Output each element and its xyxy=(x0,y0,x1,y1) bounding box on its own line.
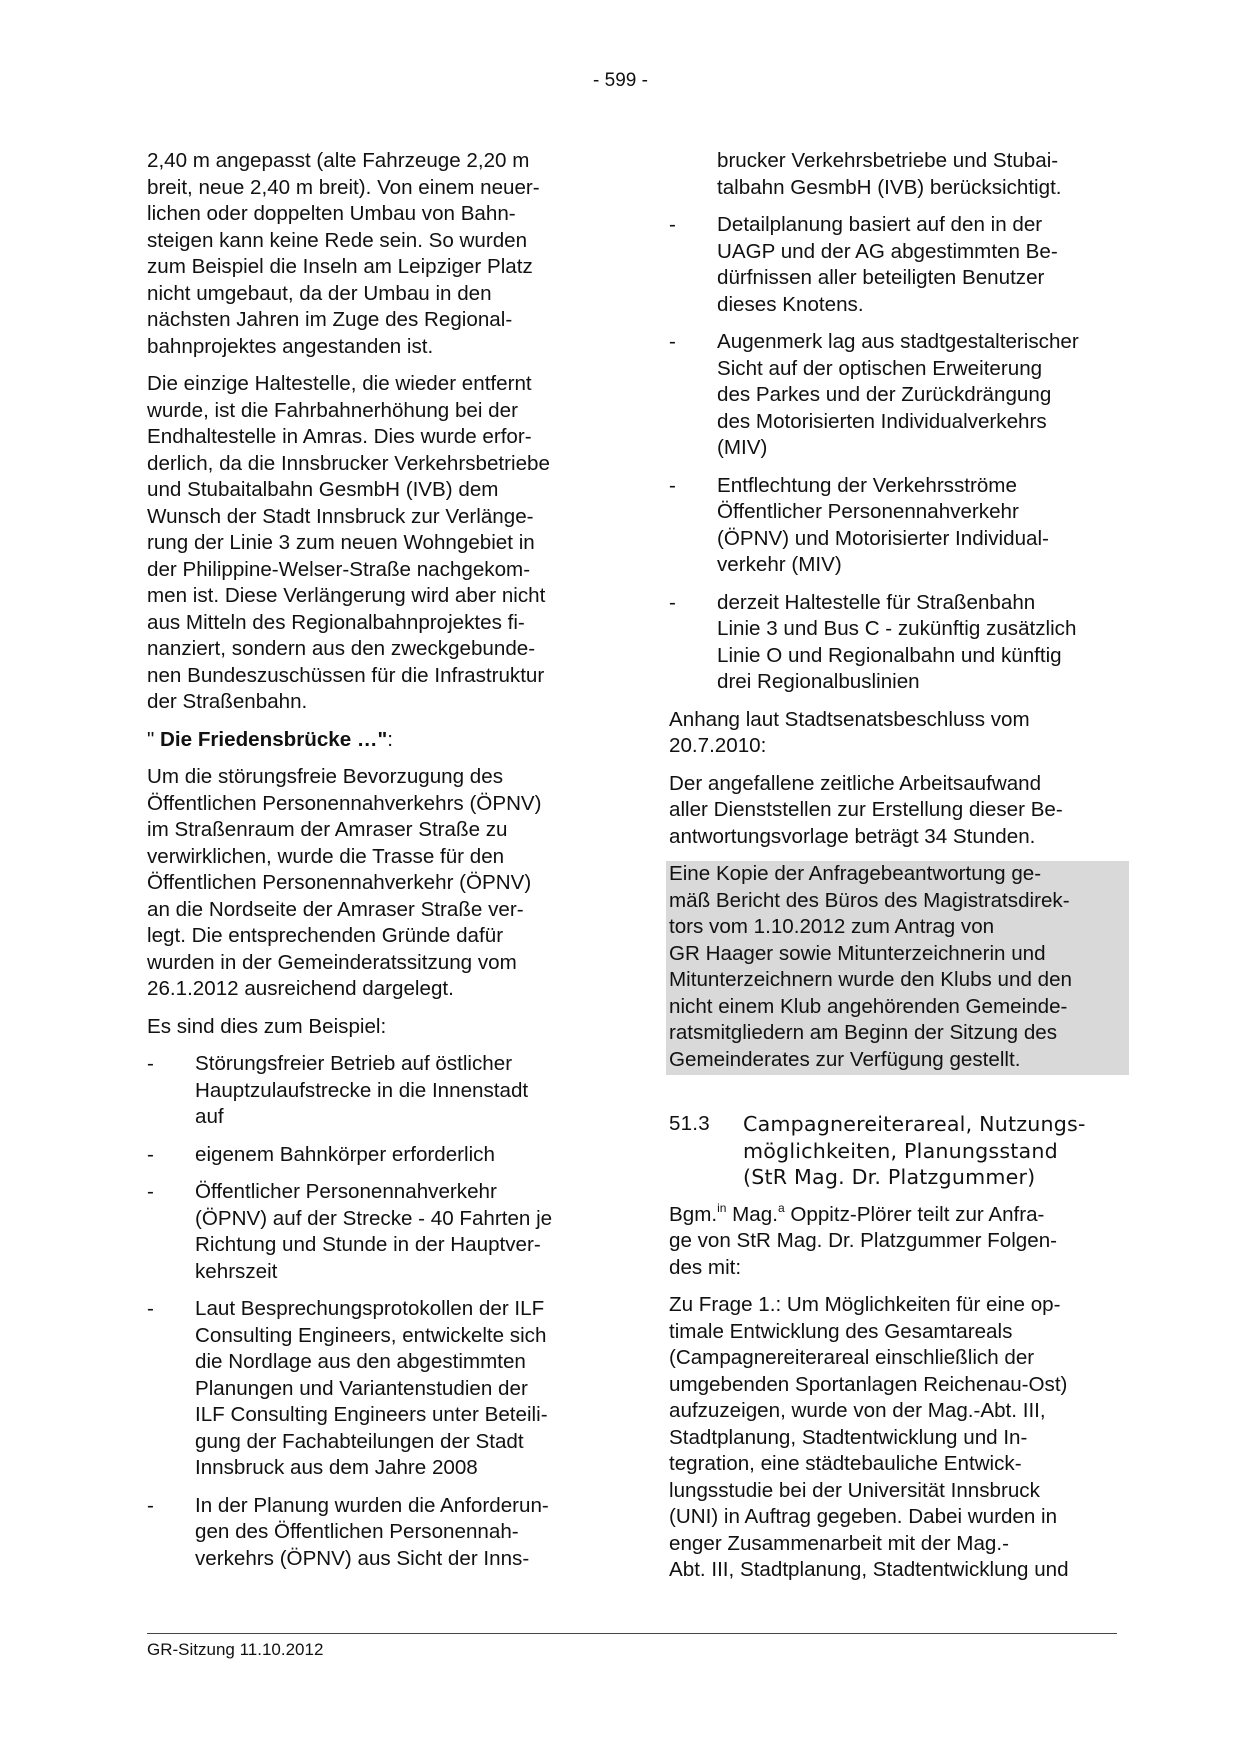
paragraph: Es sind dies zum Beispiel: xyxy=(147,1014,387,1038)
list-item xyxy=(147,1493,602,1573)
text-line: Um die störungsfreie Bevorzugung des xyxy=(147,765,504,788)
text-line: des Parkes und der Zurückdrängung xyxy=(717,383,1052,406)
text-line: men ist. Diese Verlängerung wird aber nicht xyxy=(147,584,546,607)
section-quote-title xyxy=(147,727,602,754)
text-line: aufzuzeigen, wurde von der Mag.-Abt. III, xyxy=(669,1399,1046,1422)
paragraph xyxy=(669,1292,1129,1584)
quote-close: : xyxy=(387,727,393,751)
list-item-text xyxy=(717,148,1129,201)
text-line: antwortungsvorlage beträgt 34 Stunden. xyxy=(669,824,1036,848)
text-line: legt. Die entsprechenden Gründe dafür xyxy=(147,924,504,947)
list-item-text xyxy=(195,1493,602,1573)
text-line: Linie O und Regionalbahn und künftig xyxy=(717,643,1062,667)
text-line: kehrszeit xyxy=(195,1259,278,1283)
text-line: ILF Consulting Engineers unter Beteili- xyxy=(195,1403,548,1426)
list-item-text xyxy=(717,212,1129,318)
dash-list xyxy=(147,1051,602,1572)
superscript: in xyxy=(717,1200,727,1215)
list-item-text xyxy=(195,1296,602,1482)
text-line: des mit: xyxy=(669,1255,742,1279)
text-line: dieses Knotens. xyxy=(717,292,864,316)
text-line: nen Bundeszuschüssen für die Infrastruktur xyxy=(147,663,545,687)
text-line: Wunsch der Stadt Innsbruck zur Verlänge- xyxy=(147,504,534,528)
text-line: Zu Frage 1.: Um Möglichkeiten für eine op- xyxy=(669,1293,1061,1316)
text-line: Sicht auf der optischen Erweiterung xyxy=(717,356,1043,380)
text-line: UAGP und der AG abgestimmten Be- xyxy=(717,239,1058,263)
text-line: Mitunterzeichnern wurde den Klubs und den xyxy=(669,968,1072,991)
text-line: Consulting Engineers, entwickelte sich xyxy=(195,1323,547,1347)
paragraph xyxy=(147,371,602,716)
text-line: eigenem Bahnkörper erforderlich xyxy=(195,1142,495,1166)
dash-list xyxy=(669,212,1129,696)
left-column xyxy=(147,148,602,1583)
text-line: die Nordlage aus den abgestimmten xyxy=(195,1350,526,1373)
mag-text: Mag. xyxy=(726,1202,778,1226)
text-line: (StR Mag. Dr. Platzgummer) xyxy=(743,1165,1036,1189)
list-item-text xyxy=(195,1142,602,1169)
list-item xyxy=(669,212,1129,318)
text-line: enger Zusammenarbeit mit der Mag.- xyxy=(669,1531,1009,1555)
page-number: - 599 - xyxy=(593,70,648,91)
paragraph xyxy=(669,707,1129,760)
list-dash: - xyxy=(669,330,676,353)
text-line: 20.7.2010: xyxy=(669,734,767,757)
list-item xyxy=(669,590,1129,696)
right-column xyxy=(669,148,1129,1595)
footer-divider xyxy=(147,1633,1117,1634)
text-line: Gemeinderates zur Verfügung gestellt. xyxy=(669,1047,1021,1071)
text-line: talbahn GesmbH (IVB) berücksichtigt. xyxy=(717,175,1062,199)
text-line: nicht einem Klub angehörenden Gemeinde- xyxy=(669,994,1068,1018)
text-line: verkehr (MIV) xyxy=(717,553,842,576)
text-line: steigen kann keine Rede sein. So wurden xyxy=(147,228,528,252)
list-item xyxy=(669,473,1129,579)
quote-title-bold: Die Friedensbrücke …" xyxy=(160,727,388,751)
text-line: aus Mitteln des Regionalbahnprojektes fi- xyxy=(147,610,525,634)
list-item-text xyxy=(195,1179,602,1285)
text-line: aller Dienststellen zur Erstellung dieser Be- xyxy=(669,798,1063,821)
text-line: ratsmitgliedern am Beginn der Sitzung des xyxy=(669,1021,1058,1044)
text-line: derlich, da die Innsbrucker Verkehrsbetriebe xyxy=(147,451,550,475)
text-line: Störungsfreier Betrieb auf östlicher xyxy=(195,1052,513,1075)
text-line: nächsten Jahren im Zuge des Regional- xyxy=(147,308,513,331)
text-line: der Philippine-Welser-Straße nachgekom- xyxy=(147,557,531,581)
text-line: Öffentlichen Personennahverkehr (ÖPNV) xyxy=(147,871,532,894)
text-line: nicht umgebaut, da der Umbau in den xyxy=(147,281,492,305)
text-line: verkehrs (ÖPNV) aus Sicht der Inns- xyxy=(195,1546,530,1570)
text-line: (Campagnereiterareal einschließlich der xyxy=(669,1346,1035,1369)
text-line: lichen oder doppelten Umbau von Bahn- xyxy=(147,202,516,225)
superscript: a xyxy=(777,1200,785,1215)
text-line: (ÖPNV) auf der Strecke - 40 Fahrten je xyxy=(195,1206,553,1230)
text-line: In der Planung wurden die Anforderun- xyxy=(195,1493,549,1517)
text-line: Eine Kopie der Anfragebeantwortung ge- xyxy=(669,862,1042,885)
section-number: 51.3 xyxy=(669,1112,710,1135)
text-line: rung der Linie 3 zum neuen Wohngebiet in xyxy=(147,531,535,554)
text-line: Campagnereiterareal, Nutzungs- xyxy=(743,1112,1086,1136)
text-line: 2,40 m angepasst (alte Fahrzeuge 2,20 m xyxy=(147,149,530,172)
text-line: im Straßenraum der Amraser Straße zu xyxy=(147,818,508,841)
list-item-continued xyxy=(669,148,1129,201)
list-dash: - xyxy=(147,1493,154,1517)
text-line: Der angefallene zeitliche Arbeitsaufwand xyxy=(669,771,1042,795)
text-line: Abt. III, Stadtplanung, Stadtentwicklung und xyxy=(669,1558,1069,1581)
paragraph xyxy=(669,771,1129,851)
list-item-text xyxy=(717,590,1129,696)
text-line: Hauptzulaufstrecke in die Innenstadt xyxy=(195,1078,529,1102)
list-item xyxy=(147,1179,602,1285)
text-line: Öffentlicher Personennahverkehr xyxy=(195,1180,497,1203)
text-line: ge von StR Mag. Dr. Platzgummer Folgen- xyxy=(669,1229,1058,1252)
text-line: Richtung und Stunde in der Hauptver- xyxy=(195,1233,541,1256)
text-line: Laut Besprechungsprotokollen der ILF xyxy=(195,1297,545,1320)
paragraph xyxy=(147,764,602,1003)
text-line: derzeit Haltestelle für Straßenbahn xyxy=(717,590,1036,614)
list-item xyxy=(147,1142,602,1169)
text-line: brucker Verkehrsbetriebe und Stubai- xyxy=(717,149,1059,172)
list-item xyxy=(147,1051,602,1131)
list-dash: - xyxy=(669,590,676,614)
text-line: Öffentlichen Personennahverkehrs (ÖPNV) xyxy=(147,791,542,815)
text-line: timale Entwicklung des Gesamtareals xyxy=(669,1319,1013,1343)
text-line: Augenmerk lag aus stadtgestalterischer xyxy=(717,330,1079,353)
list-item xyxy=(147,1296,602,1482)
text-line: GR Haager sowie Mitunterzeichnerin und xyxy=(669,941,1046,965)
text-line: gen des Öffentlichen Personennah- xyxy=(195,1520,519,1543)
highlighted-note xyxy=(666,861,1129,1075)
list-dash: - xyxy=(147,1180,154,1203)
section-title xyxy=(743,1111,1129,1191)
text-line: der Straßenbahn. xyxy=(147,690,308,713)
text-line: umgebenden Sportanlagen Reichenau-Ost) xyxy=(669,1372,1068,1396)
text-line: lungsstudie bei der Universität Innsbruck xyxy=(669,1478,1040,1502)
text-line: nanziert, sondern aus den zweckgebunde- xyxy=(147,637,536,660)
text-line: Innsbruck aus dem Jahre 2008 xyxy=(195,1456,478,1479)
text-line: tors vom 1.10.2012 zum Antrag von xyxy=(669,915,995,938)
text-line xyxy=(669,1202,1129,1229)
list-item-text xyxy=(717,329,1129,462)
text-line: gung der Fachabteilungen der Stadt xyxy=(195,1429,524,1453)
section-heading xyxy=(669,1111,1129,1191)
text-line: und Stubaitalbahn GesmbH (IVB) dem xyxy=(147,478,499,501)
text-line: wurde, ist die Fahrbahnerhöhung bei der xyxy=(147,398,518,422)
text-line: Linie 3 und Bus C - zukünftig zusätzlich xyxy=(717,617,1077,640)
text-line: zum Beispiel die Inseln am Leipziger Platz xyxy=(147,255,533,278)
paragraph xyxy=(669,1202,1129,1282)
list-dash: - xyxy=(669,213,676,236)
text-line: Die einzige Haltestelle, die wieder entfernt xyxy=(147,372,532,395)
text-line: tegration, eine städtebauliche Entwick- xyxy=(669,1452,1022,1475)
list-item-text xyxy=(717,473,1129,579)
text-line: mäß Bericht des Büros des Magistratsdirek- xyxy=(669,888,1070,912)
footer-text: GR-Sitzung 11.10.2012 xyxy=(147,1640,324,1659)
text-line: (UNI) in Auftrag gegeben. Dabei wurden in xyxy=(669,1505,1058,1528)
text-line: dürfnissen aller beteiligten Benutzer xyxy=(717,266,1045,289)
text-line: (ÖPNV) und Motorisierter Individual- xyxy=(717,526,1049,550)
list-dash: - xyxy=(669,473,676,497)
text-line: an die Nordseite der Amraser Straße ver- xyxy=(147,897,524,921)
text-line: auf xyxy=(195,1105,224,1128)
list-item xyxy=(669,329,1129,462)
list-dash: - xyxy=(147,1142,154,1166)
text-line: möglichkeiten, Planungsstand xyxy=(743,1138,1058,1163)
text-line: Öffentlicher Personennahverkehr xyxy=(717,500,1019,523)
list-item-text xyxy=(195,1051,602,1131)
text-line: (MIV) xyxy=(717,436,768,459)
text-line: des Motorisierten Individualverkehrs xyxy=(717,409,1047,433)
text-line: drei Regionalbuslinien xyxy=(717,670,920,693)
text-line: 26.1.2012 ausreichend dargelegt. xyxy=(147,977,454,1000)
list-dash: - xyxy=(147,1052,154,1075)
text-line: breit, neue 2,40 m breit). Von einem neuer- xyxy=(147,175,540,199)
paragraph-lines xyxy=(669,1228,1129,1281)
bgm-rest: Oppitz-Plörer teilt zur Anfra- xyxy=(784,1202,1045,1226)
text-line: bahnprojektes angestanden ist. xyxy=(147,334,434,358)
text-line: Entflechtung der Verkehrsströme xyxy=(717,473,1017,497)
bgm-prefix: Bgm. xyxy=(669,1202,718,1226)
list-dash: - xyxy=(147,1297,154,1320)
paragraph xyxy=(147,148,602,360)
text-line: Detailplanung basiert auf den in der xyxy=(717,213,1043,236)
text-line: Anhang laut Stadtsenatsbeschluss vom xyxy=(669,707,1030,731)
text-line: wurden in der Gemeinderatssitzung vom xyxy=(147,950,517,974)
text-line: Stadtplanung, Stadtentwicklung und In- xyxy=(669,1425,1028,1449)
text-line: verwirklichen, wurde die Trasse für den xyxy=(147,844,505,868)
text-line: Endhaltestelle in Amras. Dies wurde erfor- xyxy=(147,425,532,448)
text-line: Planungen und Variantenstudien der xyxy=(195,1376,528,1400)
quote-open: " xyxy=(147,727,161,751)
